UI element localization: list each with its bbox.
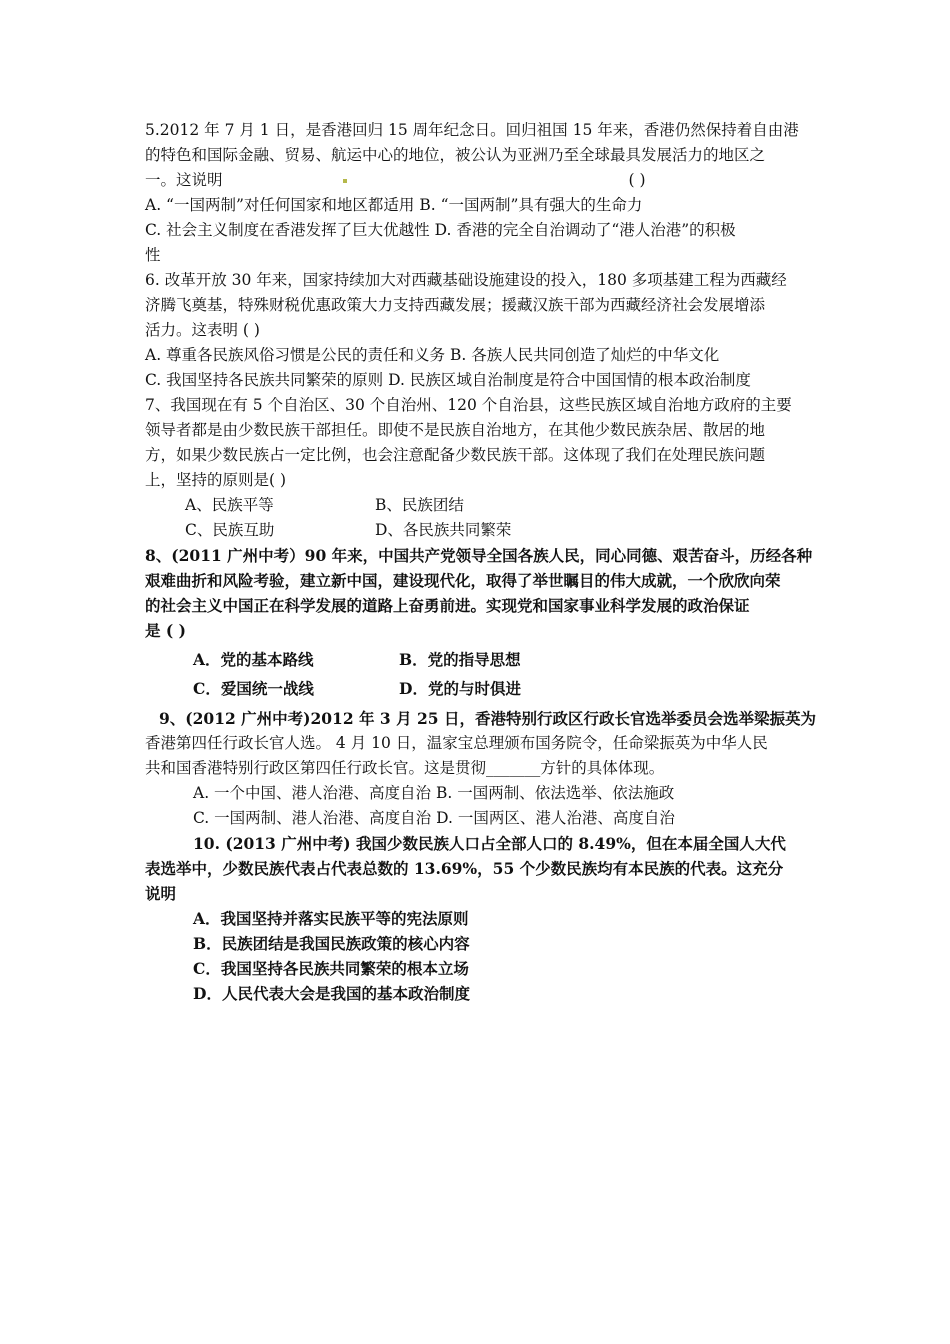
- question-8-line-3: 的社会主义中国正在科学发展的道路上奋勇前进。实现党和国家事业科学发展的政治保证: [145, 596, 750, 615]
- question-6: [145, 268, 815, 393]
- question-10-option-a: A．我国坚持并落实民族平等的宪法原则: [193, 909, 469, 928]
- question-8: [145, 543, 815, 701]
- question-8-option-a: A．党的基本路线: [193, 650, 314, 669]
- question-10-option-b: B．民族团结是我国民族政策的核心内容: [193, 934, 470, 953]
- question-7-line-4: 上，坚持的原则是( ): [145, 471, 287, 489]
- question-5-options-cd-cont: 性: [145, 246, 161, 264]
- question-7-option-a: A、民族平等: [185, 496, 274, 514]
- question-5-line-3: 一。这说明: [145, 171, 223, 189]
- question-9-line-3: 共和国香港特别行政区第四任行政长官。这是贯彻_______方针的具体体现。: [145, 759, 665, 777]
- question-8-option-c: C．爱国统一战线: [193, 679, 314, 698]
- question-5-answer-paren: ( ): [628, 171, 646, 189]
- question-8-option-b: B．党的指导思想: [399, 650, 521, 669]
- worksheet: [145, 118, 815, 1006]
- question-7-option-c: C、民族互助: [185, 521, 275, 539]
- question-6-options-cd: C. 我国坚持各民族共同繁荣的原则 D. 民族区域自治制度是符合中国国情的根本政治制度: [145, 371, 751, 389]
- question-9-options-ab: A. 一个中国、港人治港、高度自治 B. 一国两制、依法选举、依法施政: [193, 784, 675, 802]
- question-8-line-2: 艰难曲折和风险考验，建立新中国，建设现代化，取得了举世瞩目的伟大成就，一个欣欣向荣: [145, 571, 781, 590]
- question-9-line-1: 9、(2012 广州中考)2012 年 3 月 25 日，香港特别行政区行政长官选举委员会选举梁振英为: [159, 709, 816, 728]
- question-7-line-3: 方，如果少数民族占一定比例，也会注意配备少数民族干部。这体现了我们在处理民族问题: [145, 446, 766, 464]
- question-7-option-b: B、民族团结: [375, 496, 464, 514]
- question-8-line-1: 8、(2011 广州中考）90 年来，中国共产党领导全国各族人民，同心同德、艰苦奋斗，历经各种: [145, 546, 813, 565]
- question-10-line-2: 表选举中，少数民族代表占代表总数的 13.69%，55 个少数民族均有本民族的代表。这充分: [145, 859, 784, 878]
- question-9-options-cd: C. 一国两制、港人治港、高度自治 D. 一国两区、港人治港、高度自治: [193, 809, 675, 827]
- question-10: [145, 831, 815, 1006]
- question-5: [145, 118, 815, 268]
- question-6-options-ab: A. 尊重各民族风俗习惯是公民的责任和义务 B. 各族人民共同创造了灿烂的中华文化: [145, 346, 720, 364]
- question-7-option-d: D、各民族共同繁荣: [375, 521, 512, 539]
- question-10-option-d: D．人民代表大会是我国的基本政治制度: [193, 984, 470, 1003]
- question-6-line-2: 济腾飞奠基，特殊财税优惠政策大力支持西藏发展；援藏汉族干部为西藏经济社会发展增添: [145, 296, 766, 314]
- question-8-line-4: 是 ( ): [145, 621, 186, 640]
- question-7-line-2: 领导者都是由少数民族干部担任。即使不是民族自治地方，在其他少数民族杂居、散居的地: [145, 421, 766, 439]
- question-5-options-ab: A. “一国两制”对任何国家和地区都适用 B. “一国两制”具有强大的生命力: [145, 196, 643, 214]
- question-6-line-3: 活力。这表明 ( ): [145, 321, 260, 339]
- question-10-option-c: C．我国坚持各民族共同繁荣的根本立场: [193, 959, 469, 978]
- question-10-line-1: 10. (2013 广州中考) 我国少数民族人口占全部人口的 8.49%，但在本届全国人大代: [193, 834, 786, 853]
- question-6-line-1: 6. 改革开放 30 年来，国家持续加大对西藏基础设施建设的投入，180 多项基建工程为西藏经: [145, 271, 787, 289]
- question-5-options-cd: C. 社会主义制度在香港发挥了巨大优越性 D. 香港的完全自治调动了“港人治港”的积极: [145, 221, 736, 239]
- question-7-line-1: 7、我国现在有 5 个自治区、30 个自治州、120 个自治县，这些民族区域自治地方政府的主要: [145, 396, 792, 414]
- question-9-line-2: 香港第四任行政长官人选。 4 月 10 日，温家宝总理颁布国务院令，任命梁振英为中华人民: [145, 734, 768, 752]
- speck-mark: [343, 179, 347, 183]
- question-7: [145, 393, 815, 543]
- question-10-line-3: 说明: [145, 884, 177, 903]
- question-8-option-d: D．党的与时俱进: [399, 679, 521, 698]
- question-9: [145, 706, 815, 831]
- question-5-line-1: 5.2012 年 7 月 1 日，是香港回归 15 周年纪念日。回归祖国 15 年来，香港仍然保持着自由港: [145, 121, 799, 139]
- question-5-line-2: 的特色和国际金融、贸易、航运中心的地位，被公认为亚洲乃至全球最具发展活力的地区之: [145, 146, 766, 164]
